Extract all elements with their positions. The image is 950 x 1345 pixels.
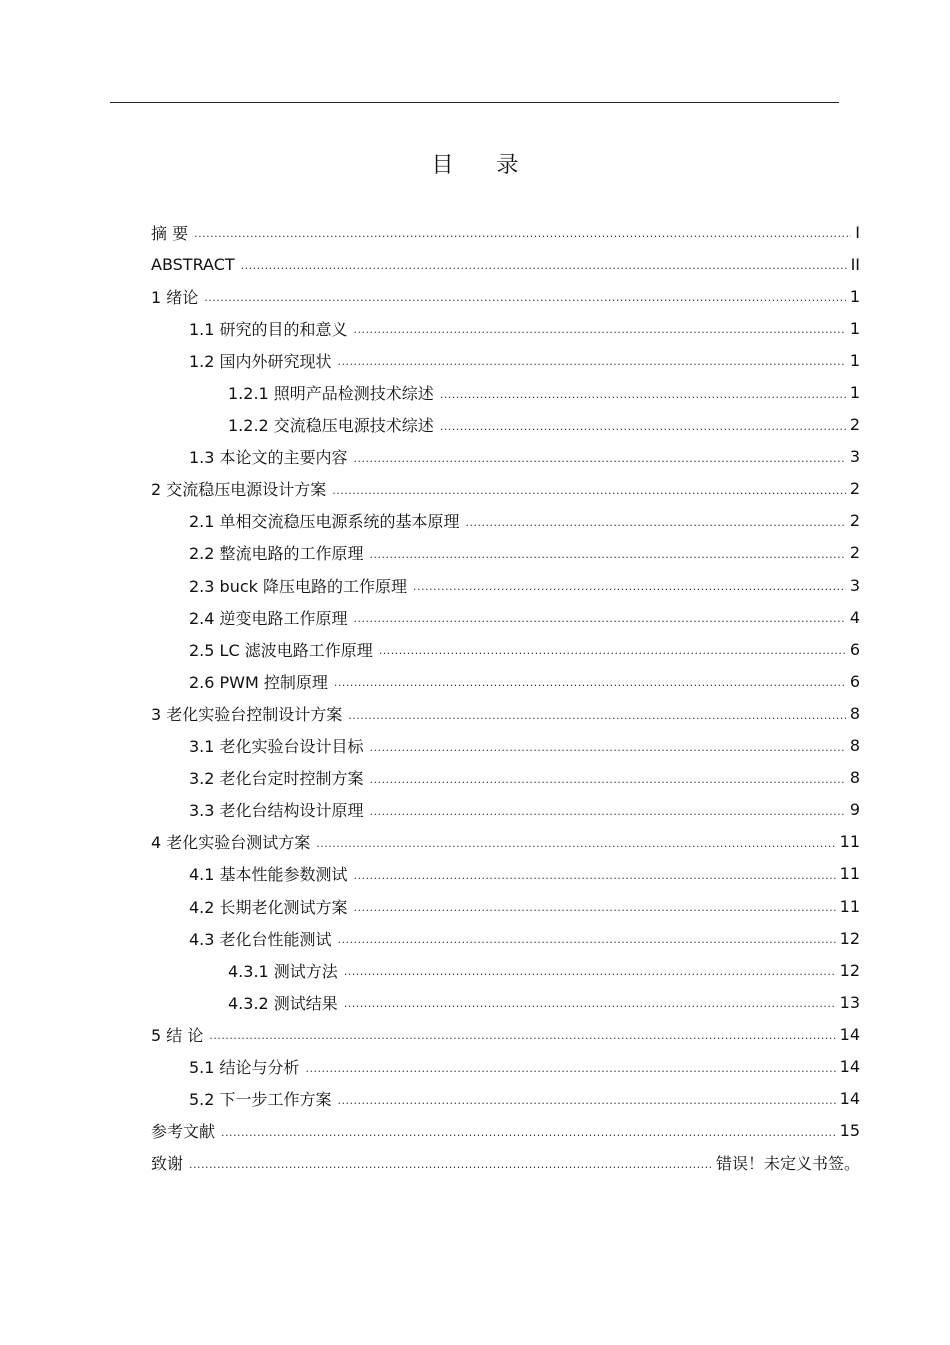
toc-entry-page: 1 <box>849 318 860 338</box>
toc-entry-label: 摘 要 <box>151 223 189 243</box>
toc-entry-page: 4 <box>849 607 860 627</box>
toc-dot-leader <box>379 644 846 658</box>
toc-dot-leader <box>189 1158 712 1172</box>
header-rule <box>110 102 839 103</box>
toc-entry[interactable] <box>228 409 860 441</box>
toc-entry-label: 1 绪论 <box>151 287 199 307</box>
toc-entry-label: 3 老化实验台控制设计方案 <box>151 704 343 724</box>
toc-entry[interactable] <box>189 858 860 890</box>
toc-entry-page: 2 <box>849 479 860 499</box>
toc-entry[interactable] <box>189 890 860 922</box>
toc-entry[interactable] <box>189 505 860 537</box>
toc-title: 目 录 <box>431 153 537 178</box>
toc-entry-label: 4.3.1 测试方法 <box>228 961 338 981</box>
toc-entry[interactable] <box>189 344 860 376</box>
toc-entry-page: 15 <box>839 1121 860 1141</box>
toc-entry-page: 14 <box>839 1056 860 1076</box>
toc-dot-leader <box>204 291 846 305</box>
toc-entry-page: 3 <box>849 447 860 467</box>
toc-dot-leader <box>354 901 836 915</box>
toc-dot-leader <box>316 837 835 851</box>
toc-entry-label: 2.5 LC 滤波电路工作原理 <box>189 640 373 660</box>
toc-entry-page: 3 <box>849 575 860 595</box>
toc-entry[interactable] <box>151 697 860 729</box>
toc-entry-label: ABSTRACT <box>151 254 235 274</box>
toc-entry-page: 2 <box>849 415 860 435</box>
toc-dot-leader <box>338 1094 836 1108</box>
table-of-contents <box>151 216 860 1179</box>
toc-entry-label: 4.3 老化台性能测试 <box>189 929 332 949</box>
toc-entry-page: 8 <box>849 703 860 723</box>
toc-entry[interactable] <box>189 730 860 762</box>
toc-entry-page: 6 <box>849 639 860 659</box>
toc-entry-label: 2.2 整流电路的工作原理 <box>189 544 364 564</box>
toc-entry-label: 1.2.2 交流稳压电源技术综述 <box>228 416 434 436</box>
toc-dot-leader <box>344 997 836 1011</box>
toc-entry[interactable] <box>189 665 860 697</box>
toc-dot-leader <box>194 227 851 241</box>
toc-entry[interactable] <box>189 601 860 633</box>
toc-entry-label: 1.1 研究的目的和意义 <box>189 319 348 339</box>
toc-entry[interactable] <box>151 473 860 505</box>
toc-entry[interactable] <box>151 248 860 280</box>
toc-entry-label: 3.1 老化实验台设计目标 <box>189 737 364 757</box>
toc-entry[interactable] <box>151 216 860 248</box>
toc-entry-page: II <box>850 254 860 274</box>
toc-entry-label: 2 交流稳压电源设计方案 <box>151 480 327 500</box>
toc-dot-leader <box>306 1062 836 1076</box>
toc-entry[interactable] <box>189 569 860 601</box>
toc-entry-label: 1.2 国内外研究现状 <box>189 351 332 371</box>
toc-entry-page: 11 <box>839 832 860 852</box>
toc-dot-leader <box>338 933 836 947</box>
toc-entry[interactable] <box>189 1050 860 1082</box>
toc-entry[interactable] <box>151 1115 860 1147</box>
toc-entry-label: 4.1 基本性能参数测试 <box>189 865 348 885</box>
toc-entry-page: 1 <box>849 350 860 370</box>
toc-entry-page: 13 <box>839 992 860 1012</box>
toc-entry-page: 9 <box>849 800 860 820</box>
toc-dot-leader <box>466 516 846 530</box>
toc-entry[interactable] <box>151 280 860 312</box>
toc-dot-leader <box>440 420 846 434</box>
toc-entry[interactable] <box>189 312 860 344</box>
toc-entry[interactable] <box>189 441 860 473</box>
toc-entry-page: 2 <box>849 543 860 563</box>
toc-entry[interactable] <box>189 762 860 794</box>
toc-entry[interactable] <box>189 633 860 665</box>
toc-entry[interactable] <box>228 376 860 408</box>
toc-dot-leader <box>370 548 846 562</box>
toc-entry-page: 11 <box>839 896 860 916</box>
toc-entry-label: 4.2 长期老化测试方案 <box>189 897 348 917</box>
toc-entry-label: 4.3.2 测试结果 <box>228 993 338 1013</box>
toc-entry-label: 致谢 <box>151 1154 184 1174</box>
toc-dot-leader <box>338 355 846 369</box>
toc-dot-leader <box>354 869 836 883</box>
toc-entry-page: 11 <box>839 864 860 884</box>
toc-entry[interactable] <box>189 537 860 569</box>
toc-entry[interactable] <box>228 986 860 1018</box>
toc-entry-label: 1.2.1 照明产品检测技术综述 <box>228 384 434 404</box>
toc-dot-leader <box>370 741 846 755</box>
toc-entry-label: 参考文献 <box>151 1122 216 1142</box>
toc-entry-label: 2.6 PWM 控制原理 <box>189 672 328 692</box>
toc-entry-label: 4 老化实验台测试方案 <box>151 833 311 853</box>
toc-entry-page: 1 <box>849 286 860 306</box>
toc-entry[interactable] <box>228 954 860 986</box>
toc-dot-leader <box>334 676 846 690</box>
toc-entry[interactable] <box>189 1083 860 1115</box>
toc-entry-page: 8 <box>849 768 860 788</box>
toc-entry-label: 2.1 单相交流稳压电源系统的基本原理 <box>189 512 460 532</box>
toc-entry-page: 6 <box>849 671 860 691</box>
toc-entry-label: 2.4 逆变电路工作原理 <box>189 608 348 628</box>
toc-entry[interactable] <box>151 826 860 858</box>
toc-dot-leader <box>440 388 846 402</box>
toc-entry-page: 12 <box>839 960 860 980</box>
toc-dot-leader <box>241 259 847 273</box>
toc-entry[interactable] <box>189 794 860 826</box>
toc-entry-label: 5.2 下一步工作方案 <box>189 1090 332 1110</box>
toc-entry[interactable] <box>151 1147 860 1179</box>
toc-dot-leader <box>370 773 846 787</box>
toc-dot-leader <box>332 484 846 498</box>
toc-dot-leader <box>413 580 846 594</box>
toc-entry[interactable] <box>189 922 860 954</box>
toc-dot-leader <box>221 1126 836 1140</box>
toc-entry-page: 1 <box>849 383 860 403</box>
toc-dot-leader <box>209 1029 835 1043</box>
toc-dot-leader <box>344 965 836 979</box>
toc-entry[interactable] <box>151 1018 860 1050</box>
toc-entry-page: 错误！未定义书签。 <box>715 1154 860 1174</box>
toc-entry-label: 3.2 老化台定时控制方案 <box>189 769 364 789</box>
toc-entry-page: 14 <box>839 1024 860 1044</box>
toc-dot-leader <box>354 612 846 626</box>
toc-dot-leader <box>348 709 846 723</box>
toc-dot-leader <box>370 805 846 819</box>
toc-entry-page: 2 <box>849 511 860 531</box>
toc-entry-page: I <box>855 222 860 242</box>
toc-dot-leader <box>354 323 846 337</box>
toc-entry-label: 2.3 buck 降压电路的工作原理 <box>189 576 407 596</box>
toc-entry-page: 14 <box>839 1089 860 1109</box>
toc-entry-page: 8 <box>849 736 860 756</box>
toc-entry-page: 12 <box>839 928 860 948</box>
toc-dot-leader <box>354 452 846 466</box>
toc-entry-label: 5.1 结论与分析 <box>189 1057 300 1077</box>
toc-entry-label: 1.3 本论文的主要内容 <box>189 448 348 468</box>
toc-entry-label: 3.3 老化台结构设计原理 <box>189 801 364 821</box>
toc-entry-label: 5 结 论 <box>151 1025 204 1045</box>
